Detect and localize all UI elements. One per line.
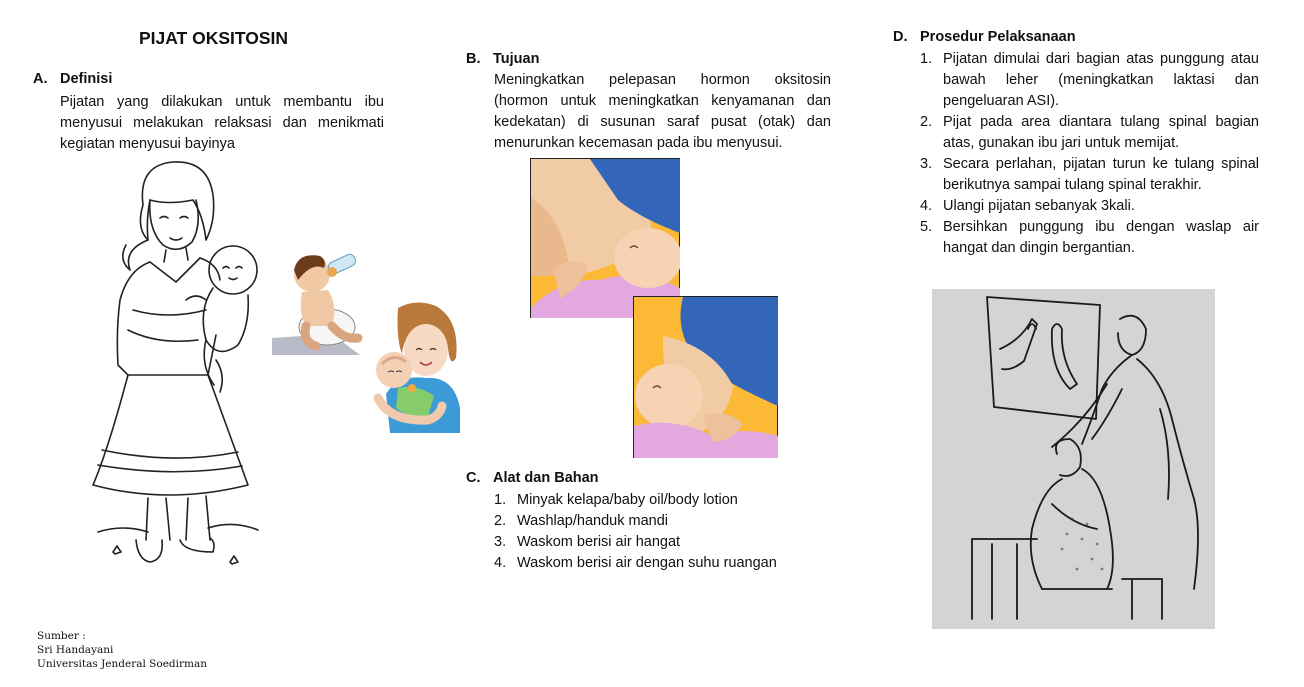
section-a-line: kegiatan menyusui bayinya bbox=[60, 136, 235, 152]
list-item bbox=[920, 49, 1259, 112]
section-a-line: menyusui melakukan relaksasi dan menikmati bbox=[60, 115, 384, 131]
list-item-number: 5. bbox=[920, 219, 933, 235]
mother-holding-baby-illustration bbox=[88, 160, 273, 580]
list-item bbox=[494, 490, 824, 511]
list-item-text: Bersihkan punggung ibu dengan waslap air hangat dan dingin bergantian. bbox=[943, 219, 1259, 256]
section-d-list bbox=[920, 49, 1259, 259]
mother-with-infant-illustration bbox=[368, 298, 463, 433]
section-a-line: Pijatan yang dilakukan untuk membantu ibu bbox=[60, 94, 384, 110]
section-b-heading bbox=[466, 51, 539, 67]
section-c-title: Alat dan Bahan bbox=[493, 470, 599, 486]
list-item bbox=[494, 511, 824, 532]
list-item-number: 3. bbox=[920, 156, 933, 172]
section-a-letter: A. bbox=[33, 71, 48, 87]
massage-procedure-illustration bbox=[932, 289, 1215, 629]
list-item bbox=[494, 553, 824, 574]
list-item-text: Ulangi pijatan sebanyak 3kali. bbox=[943, 198, 1135, 214]
section-d-title: Prosedur Pelaksanaan bbox=[920, 29, 1076, 45]
section-b-text bbox=[494, 70, 831, 154]
list-item bbox=[920, 196, 1259, 217]
source-credit bbox=[37, 629, 207, 671]
section-b-line: menurunkan kecemasan pada ibu menyusui. bbox=[494, 135, 783, 151]
list-item-number: 2. bbox=[494, 513, 507, 529]
breastfeeding-image-top bbox=[530, 158, 680, 318]
breastfeeding-image-bottom bbox=[633, 296, 778, 458]
section-c-heading bbox=[466, 470, 599, 486]
section-d-letter: D. bbox=[893, 29, 908, 45]
source-label: Sumber : bbox=[37, 630, 86, 642]
list-item-text: Waskom berisi air hangat bbox=[517, 534, 681, 550]
list-item-number: 1. bbox=[494, 492, 507, 508]
baby-with-bottle-illustration bbox=[272, 250, 367, 360]
list-item-text: Pijat pada area diantara tulang spinal bagian atas, gunakan ibu jari untuk memijat. bbox=[943, 114, 1259, 151]
section-b-line: kedekatan) di susunan saraf pusat (otak) dan bbox=[494, 114, 831, 130]
section-b-title: Tujuan bbox=[493, 51, 540, 67]
list-item bbox=[920, 154, 1259, 196]
section-b-line: Meningkatkan pelepasan hormon oksitosin bbox=[494, 72, 831, 88]
page-title: PIJAT OKSITOSIN bbox=[138, 28, 289, 48]
section-a-title: Definisi bbox=[60, 71, 113, 87]
section-c-letter: C. bbox=[466, 470, 481, 486]
list-item-number: 4. bbox=[920, 198, 933, 214]
list-item-text: Pijatan dimulai dari bagian atas punggung atau bawah leher (meningkatkan laktasi dan pengeluaran ASI). bbox=[943, 51, 1259, 109]
list-item bbox=[920, 217, 1259, 259]
section-b-letter: B. bbox=[466, 51, 481, 67]
list-item-number: 3. bbox=[494, 534, 507, 550]
list-item-text: Secara perlahan, pijatan turun ke tulang spinal berikutnya sampai tulang spinal terakhir. bbox=[943, 156, 1259, 193]
list-item-text: Minyak kelapa/baby oil/body lotion bbox=[517, 492, 738, 508]
list-item-number: 4. bbox=[494, 555, 507, 571]
section-d-heading bbox=[893, 29, 1076, 45]
list-item bbox=[920, 112, 1259, 154]
list-item-number: 2. bbox=[920, 114, 933, 130]
list-item-text: Waskom berisi air dengan suhu ruangan bbox=[517, 555, 777, 571]
section-a-text bbox=[60, 92, 384, 155]
section-c-list bbox=[494, 490, 824, 574]
section-a-heading bbox=[33, 71, 112, 87]
source-institution: Universitas Jenderal Soedirman bbox=[37, 658, 207, 670]
list-item-text: Washlap/handuk mandi bbox=[517, 513, 668, 529]
list-item-number: 1. bbox=[920, 51, 933, 67]
source-author: Sri Handayani bbox=[37, 644, 114, 656]
section-b-line: (hormon untuk meningkatkan kenyamanan dan bbox=[494, 93, 831, 109]
list-item bbox=[494, 532, 824, 553]
